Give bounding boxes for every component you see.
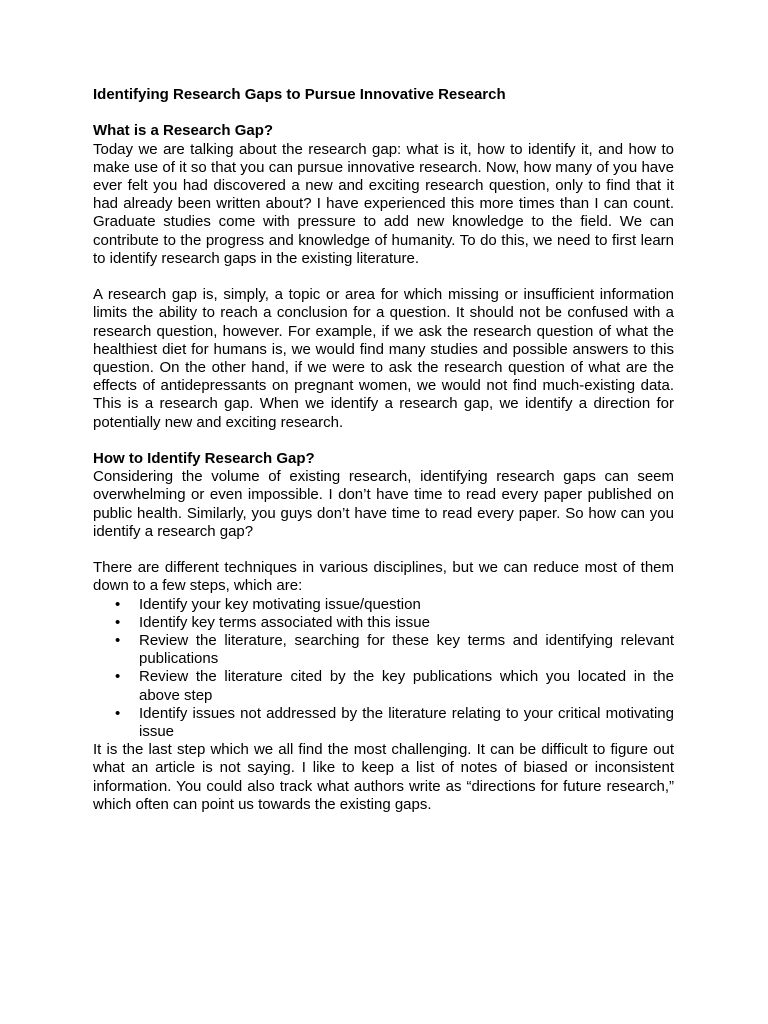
paragraph-closing: It is the last step which we all find the most challenging. It can be difficult to figure out what an article is not saying. I like to keep a list of notes of biased or inconsistent information. You could also track what authors write as “directions for future research,” which often can point us towards the existing gaps.	[93, 741, 674, 813]
list-item	[93, 705, 674, 741]
bullet-icon: •	[115, 668, 121, 686]
steps-list	[93, 596, 674, 742]
paragraph-intro: Today we are talking about the research gap: what is it, how to identify it, and how to make use of it so that you can pursue innovative research. Now, how many of you have ever felt you had discovered a new and exciting research question, only to find that it had already been written about? I have experienced this more times than I can count. Graduate studies come with pressure to add new knowledge to the field. We can contribute to the progress and knowledge of humanity. To do this, we need to first learn to identify research gaps in the existing literature.	[93, 140, 674, 267]
bullet-icon: •	[115, 613, 121, 631]
paragraph-definition: A research gap is, simply, a topic or area for which missing or insufficient information limits the ability to reach a conclusion for a question. It should not be confused with a research question, however. For example, if we ask the research question of what the healthiest diet for humans is, we would find many studies and possible answers to this question. On the other hand, if we were to ask the research question of what are the effects of antidepressants on pregnant women, we would not find much-existing data. This is a research gap. When we identify a research gap, we identify a direction for potentially new and exciting research.	[93, 286, 674, 431]
list-item	[93, 614, 674, 632]
section-heading-what-is-gap: What is a Research Gap?	[93, 122, 274, 140]
paragraph-techniques: There are different techniques in various disciplines, but we can reduce most of them down to a few steps, which are:	[93, 559, 674, 595]
section-heading-how-to-identify: How to Identify Research Gap?	[93, 450, 315, 468]
document-page	[93, 86, 674, 814]
bullet-icon: •	[115, 595, 121, 613]
list-item-text: Identify your key motivating issue/question	[139, 595, 421, 613]
paragraph-volume: Considering the volume of existing research, identifying research gaps can seem overwhelming or even impossible. I don’t have time to read every paper published on public health. Similarly, you guys don’t have time to read every paper. So how can you identify a research gap?	[93, 468, 674, 540]
list-item	[93, 668, 674, 704]
bullet-icon: •	[115, 704, 121, 722]
list-item-text: Identify key terms associated with this issue	[139, 613, 430, 631]
list-item-text: Review the literature, searching for these key terms and identifying relevant publications	[139, 632, 674, 668]
spacer	[93, 432, 674, 450]
spacer	[93, 541, 674, 559]
spacer	[93, 268, 674, 286]
list-item-text: Identify issues not addressed by the literature relating to your critical motivating issue	[139, 704, 674, 741]
spacer	[93, 104, 674, 122]
document-title: Identifying Research Gaps to Pursue Innovative Research	[93, 86, 506, 103]
list-item	[93, 632, 674, 668]
bullet-icon: •	[115, 632, 121, 650]
list-item-text: Review the literature cited by the key publications which you located in the above step	[139, 668, 674, 704]
list-item	[93, 596, 674, 614]
